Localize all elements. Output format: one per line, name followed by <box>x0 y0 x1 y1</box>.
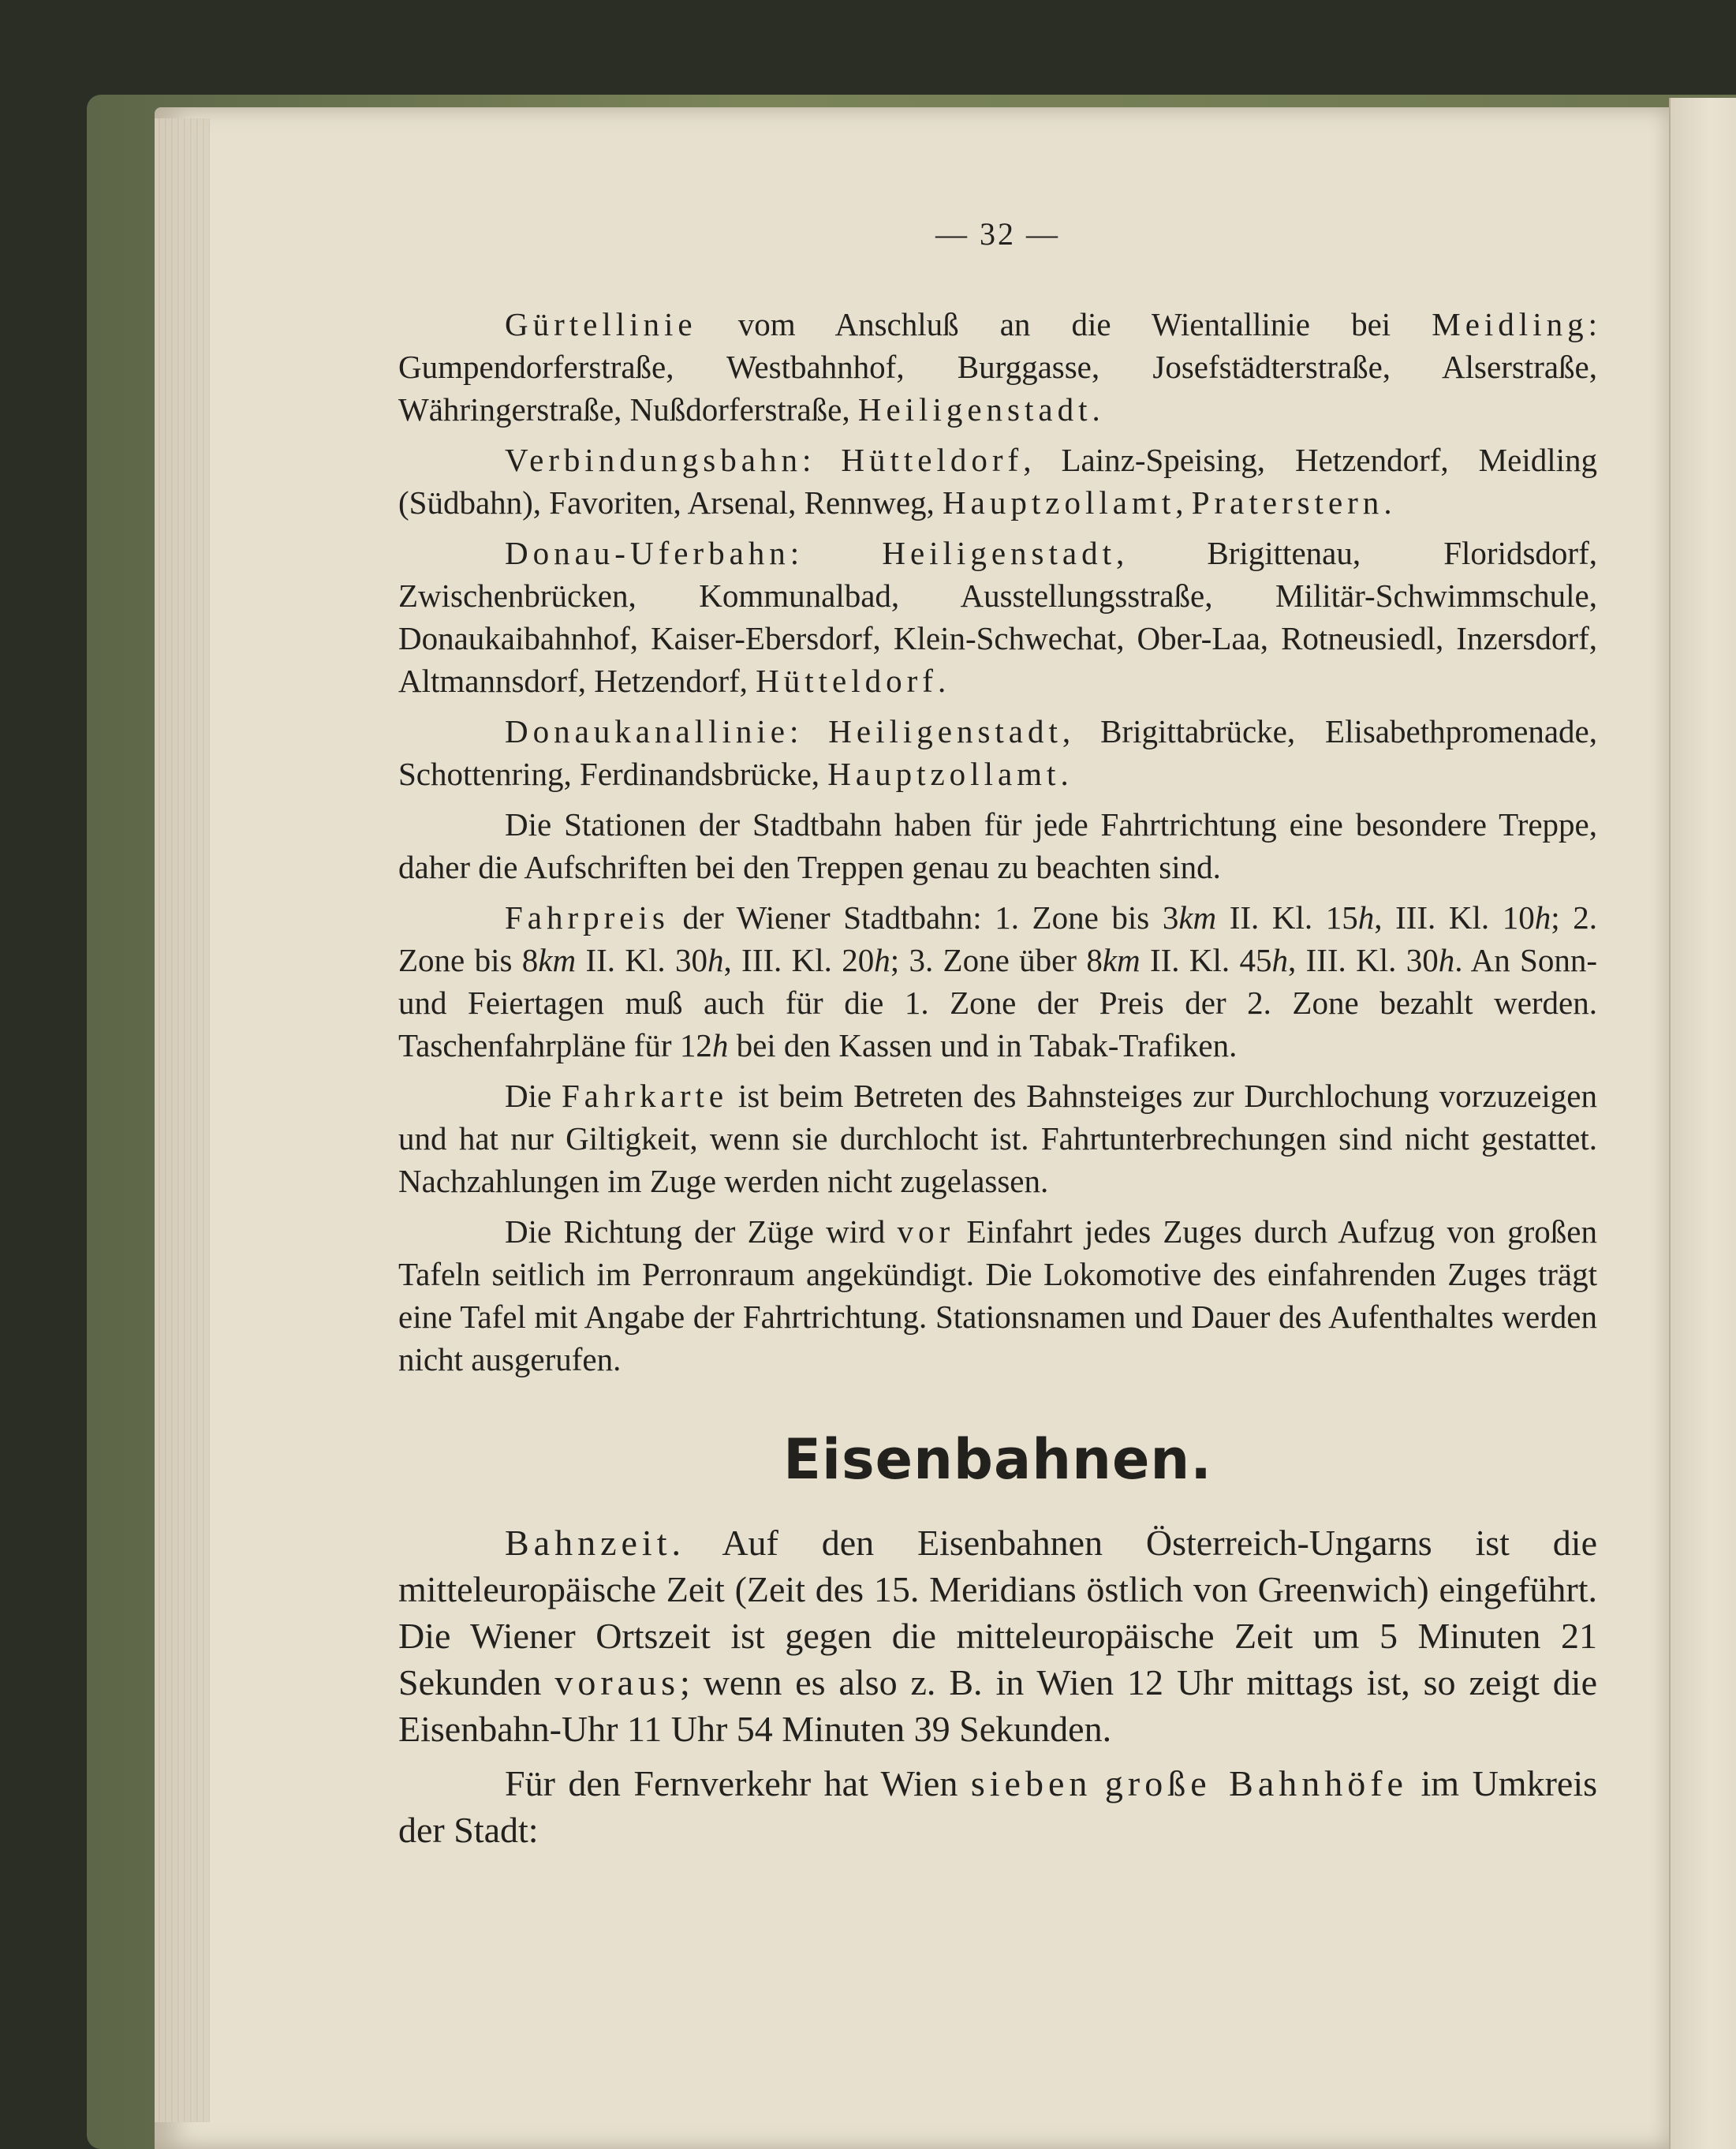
page-edges <box>155 118 210 2122</box>
next-page-edge <box>1669 98 1736 2149</box>
paragraph-fahrpreis <box>398 896 1597 1067</box>
unit: h <box>874 942 890 978</box>
emphasis: Heiligenstadt <box>857 391 1092 428</box>
emphasis: große Bahnhöfe <box>1104 1763 1408 1803</box>
text: . <box>937 663 946 699</box>
term: Gürtellinie <box>505 306 697 342</box>
section-heading: Eisenbahnen. <box>783 1427 1212 1492</box>
text: . <box>1092 391 1100 428</box>
paragraph-fernverkehr <box>398 1760 1597 1853</box>
term: Verbindungsbahn <box>505 442 802 478</box>
unit: km <box>1178 899 1217 936</box>
emphasis: Praterstern <box>1191 484 1384 521</box>
emphasis: Hauptzollamt <box>827 756 1061 792</box>
text: : <box>789 713 829 749</box>
text: : <box>801 442 842 478</box>
emphasis: Hauptzollamt <box>943 484 1176 521</box>
term: Donaukanallinie <box>505 713 790 749</box>
text: Für den Fernverkehr hat Wien <box>505 1763 971 1803</box>
emphasis: Heiligenstadt <box>882 535 1116 571</box>
text: . <box>1060 756 1069 792</box>
text: ; wenn es also z. B. in Wien 12 Uhr mittags ist, so zeigt die Eisenbahn-Uhr 11 Uhr 54 Minuten 39 Sekunden. <box>398 1662 1597 1749</box>
text: bei den Kassen und in Tabak-Trafiken. <box>728 1027 1238 1063</box>
paragraph-richtung <box>398 1210 1597 1381</box>
text: . <box>1383 484 1392 521</box>
emphasis: Fahrkarte <box>561 1078 729 1114</box>
text: , Lainz-Speising, Hetzendorf, Meidling (Südbahn), Favoriten, Arsenal, Rennweg, <box>398 442 1597 521</box>
emphasis: Hütteldorf <box>756 663 938 699</box>
unit: km <box>1102 942 1141 978</box>
paragraph-guertellinie <box>398 303 1597 431</box>
emphasis: sieben <box>970 1763 1092 1803</box>
paragraph-donau-uferbahn <box>398 532 1597 702</box>
paragraph-donaukanallinie <box>398 710 1597 795</box>
text: , Brigittenau, Floridsdorf, Zwischenbrücken, Kommunalbad, Ausstellungsstraße, Militär-Schwimmschule, Donaukaibahnhof, Kaiser-Ebersdorf, Klein-Schwechat, Ober-Laa, Rotneusiedl, Inzersdorf, Altmannsdorf, Hetzendorf, <box>398 535 1597 699</box>
text <box>1092 1763 1105 1803</box>
text: Die Richtung der Züge wird <box>505 1213 898 1250</box>
unit: h <box>1438 942 1455 978</box>
text: , <box>1175 484 1192 521</box>
unit: km <box>538 942 577 978</box>
text: der Wiener Stadtbahn: 1. Zone bis 3 <box>669 899 1179 936</box>
emphasis: vor <box>897 1213 955 1250</box>
page-text <box>398 213 1597 1861</box>
text: , III. Kl. 20 <box>723 942 875 978</box>
text: II. Kl. 30 <box>576 942 707 978</box>
unit: h <box>1271 942 1288 978</box>
text: Einfahrt jedes Zuges durch Aufzug von großen Tafeln seitlich im Perronraum angekündigt. Die Lokomotive des einfahrenden Zuges trägt eine Tafel mit Angabe der Fahrtrichtung. Stationsnamen und Dauer des Aufenthaltes werden nicht ausgerufen. <box>398 1213 1597 1377</box>
emphasis: Meidling <box>1432 306 1589 342</box>
term: Bahnzeit <box>505 1523 672 1563</box>
unit: h <box>707 942 724 978</box>
term: Fahrpreis <box>505 899 670 936</box>
text: , Brigittabrücke, Elisabethpromenade, Schottenring, Ferdinandsbrücke, <box>398 713 1597 792</box>
paragraph-verbindungsbahn <box>398 439 1597 524</box>
text: Die <box>505 1078 562 1114</box>
page-number: — 32 — <box>935 216 1060 252</box>
text: : Gumpendorferstraße, Westbahnhof, Burggasse, Josefstädterstraße, Alserstraße, Währingerstraße, Nußdorferstraße, <box>398 306 1597 428</box>
text: . An Sonn- und Feiertagen muß auch für die 1. Zone der Preis der 2. Zone bezahlt werden. Taschenfahrpläne für 12 <box>398 942 1597 1063</box>
text: ist beim Betreten des Bahnsteiges zur Durchlochung vorzuzeigen und hat nur Giltigkeit, wenn sie durchlocht ist. Fahrtunterbrechungen sind nicht gestattet. Nachzahlungen im Zuge werden nicht zugelassen. <box>398 1078 1597 1199</box>
unit: h <box>1357 899 1375 936</box>
unit: h <box>711 1027 729 1063</box>
emphasis: Hütteldorf <box>841 442 1024 478</box>
text: : <box>790 535 883 571</box>
paragraph-bahnzeit <box>398 1519 1597 1752</box>
text: ; 2. Zone bis 8 <box>398 899 1597 978</box>
emphasis: Heiligenstadt <box>828 713 1062 749</box>
emphasis: voraus <box>554 1662 680 1702</box>
text: II. Kl. 45 <box>1140 942 1272 978</box>
text: , III. Kl. 10 <box>1374 899 1535 936</box>
text: , III. Kl. 30 <box>1288 942 1439 978</box>
text: II. Kl. 15 <box>1216 899 1358 936</box>
unit: h <box>1534 899 1551 936</box>
text: im Umkreis der Stadt: <box>398 1763 1598 1850</box>
text: . Auf den Eisenbahnen Österreich-Ungarns ist die mitteleuropäische Zeit (Zeit des 15. Meridians östlich von Greenwich) eingeführt. Die Wiener Ortszeit ist gegen die mitteleuropäische Zeit um 5 Minuten 21 Sekunden <box>398 1523 1597 1702</box>
text: ; 3. Zone über 8 <box>890 942 1103 978</box>
text: vom Anschluß an die Wientallinie bei <box>696 306 1432 342</box>
paragraph-fahrkarte <box>398 1074 1597 1202</box>
term: Donau-Uferbahn <box>505 535 790 571</box>
paragraph-stationen: Die Stationen der Stadtbahn haben für jede Fahrtrichtung eine besondere Treppe, daher die Aufschriften bei den Treppen genau zu beachten sind. <box>398 806 1597 885</box>
